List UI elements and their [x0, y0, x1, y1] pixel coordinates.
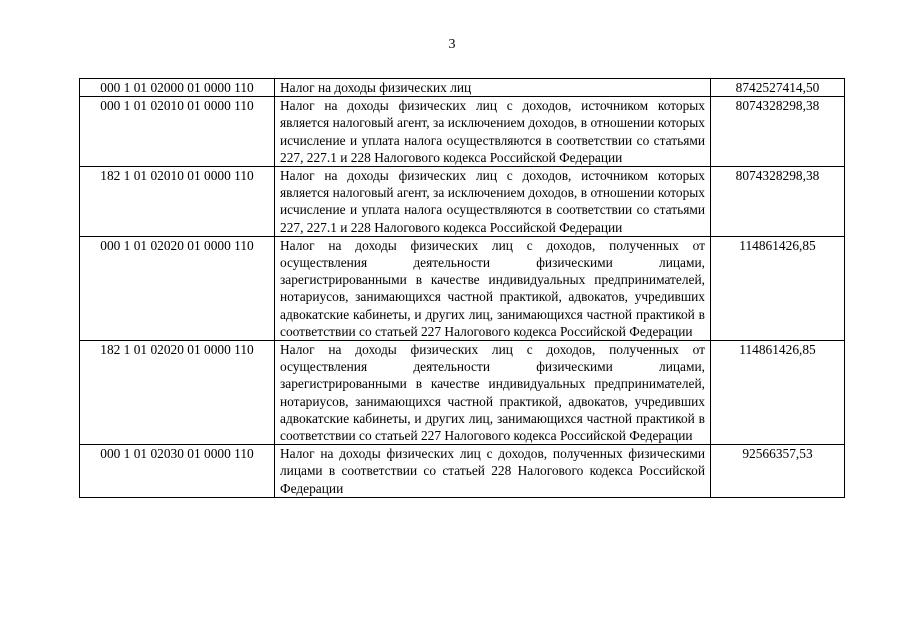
revenue-name-cell: Налог на доходы физических лиц с доходов, полученных от осуществления деятельности физическими лицами, зарегистрированными в качестве индивидуальных предпринимателей, нотариусов, занимающихся частной практикой, адвокатов, учредивших адвокатские кабинеты, и других лиц, занимающихся частной практикой в соответствии со статьей 227 Налогового кодекса Российской Федерации	[275, 236, 711, 340]
page-number: 3	[448, 37, 456, 52]
amount-cell: 8742527414,50	[711, 79, 845, 97]
budget-code-cell: 000 1 01 02020 01 0000 110	[80, 236, 275, 340]
revenue-name-cell: Налог на доходы физических лиц с доходов, полученных от осуществления деятельности физическими лицами, зарегистрированными в качестве индивидуальных предпринимателей, нотариусов, занимающихся частной практикой, адвокатов, учредивших адвокатские кабинеты, и других лиц, занимающихся частной практикой в соответствии со статьей 227 Налогового кодекса Российской Федерации	[275, 341, 711, 445]
amount-cell: 8074328298,38	[711, 167, 845, 237]
table-row	[80, 97, 845, 167]
amount-cell: 114861426,85	[711, 341, 845, 445]
table-row	[80, 167, 845, 237]
amount-cell: 8074328298,38	[711, 97, 845, 167]
revenue-name-cell: Налог на доходы физических лиц с доходов, источником которых является налоговый агент, за исключением доходов, в отношении которых исчисление и уплата налога осуществляются в соответствии со статьями 227, 227.1 и 228 Налогового кодекса Российской Федерации	[275, 97, 711, 167]
budget-code-cell: 182 1 01 02020 01 0000 110	[80, 341, 275, 445]
budget-code-cell: 000 1 01 02010 01 0000 110	[80, 97, 275, 167]
table-row	[80, 79, 845, 97]
table-row	[80, 341, 845, 445]
revenue-name-cell: Налог на доходы физических лиц с доходов, полученных физическими лицами в соответствии со статьей 228 Налогового кодекса Российской Федерации	[275, 445, 711, 498]
budget-code-cell: 182 1 01 02010 01 0000 110	[80, 167, 275, 237]
revenue-name-cell: Налог на доходы физических лиц с доходов, источником которых является налоговый агент, за исключением доходов, в отношении которых исчисление и уплата налога осуществляются в соответствии со статьями 227, 227.1 и 228 Налогового кодекса Российской Федерации	[275, 167, 711, 237]
revenue-name-cell: Налог на доходы физических лиц	[275, 79, 711, 97]
table-row	[80, 445, 845, 498]
budget-code-cell: 000 1 01 02030 01 0000 110	[80, 445, 275, 498]
amount-cell: 92566357,53	[711, 445, 845, 498]
budget-code-cell: 000 1 01 02000 01 0000 110	[80, 79, 275, 97]
amount-cell: 114861426,85	[711, 236, 845, 340]
table-row	[80, 236, 845, 340]
revenue-table	[79, 78, 845, 498]
